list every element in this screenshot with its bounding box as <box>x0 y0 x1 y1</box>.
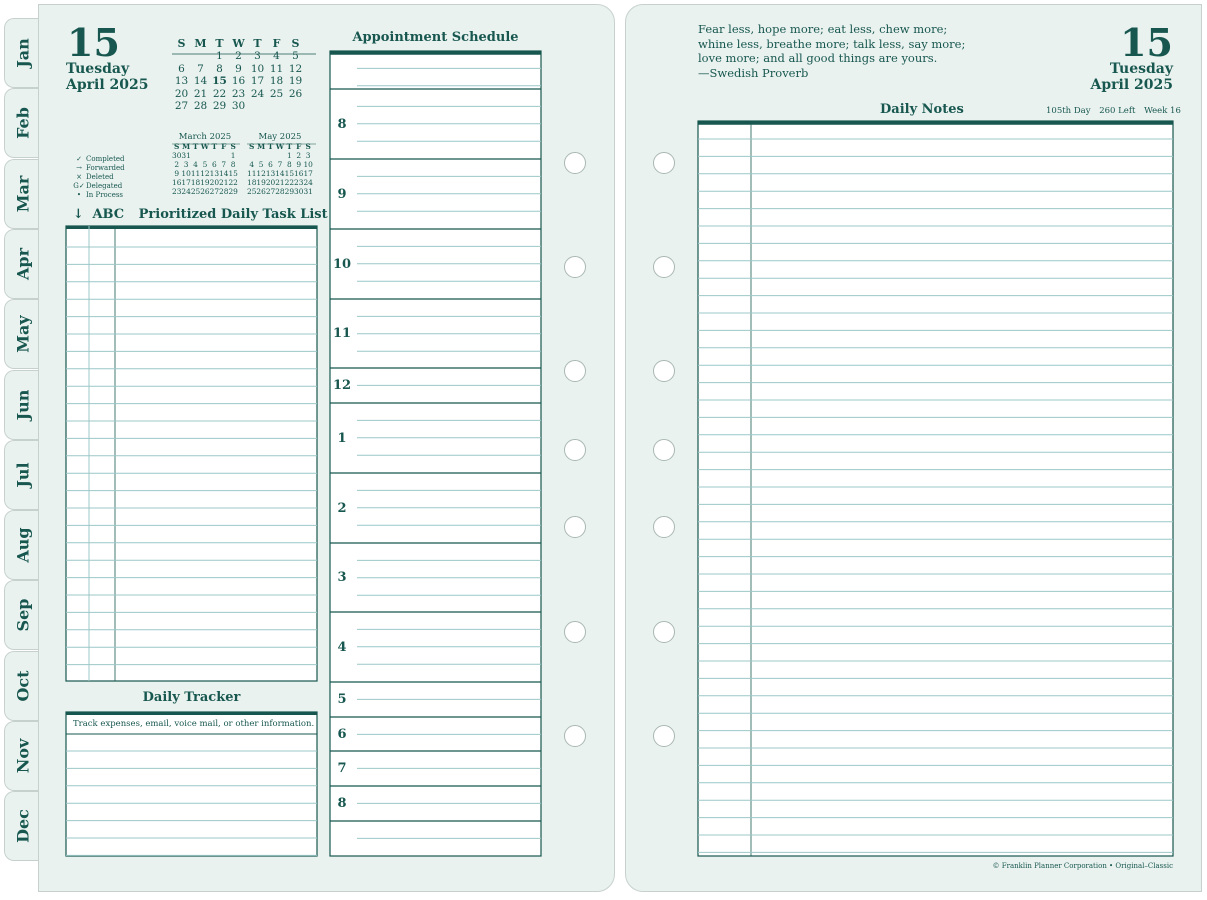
calendar-day[interactable]: 18 <box>269 75 284 88</box>
calendar-day[interactable]: 25 <box>247 187 257 196</box>
calendar-day[interactable]: 5 <box>258 160 264 169</box>
tab-label: Oct <box>13 670 32 702</box>
daily-tracker-hint: Track expenses, email, voice mail, or other information. <box>73 719 315 729</box>
hour-label: 8 <box>337 796 347 811</box>
weekday-header: S <box>177 37 186 50</box>
calendar-day[interactable]: 27 <box>174 100 189 113</box>
quote-line: Fear less, hope more; eat less, chew more; <box>698 22 948 36</box>
calendar-day[interactable]: 24 <box>250 87 265 100</box>
calendar-day[interactable]: 13 <box>174 75 189 88</box>
calendar-day[interactable]: 19 <box>288 75 303 88</box>
weekday-header: T <box>267 142 274 151</box>
abc-label: ABC <box>92 207 125 222</box>
weekday-header: T <box>192 142 199 151</box>
calendar-day[interactable]: 1 <box>216 50 223 63</box>
calendar-day[interactable]: 26 <box>288 87 303 100</box>
calendar-day[interactable]: 21 <box>275 178 285 187</box>
weekday-header: T <box>286 142 293 151</box>
calendar-day[interactable]: 11 <box>269 62 284 75</box>
calendar-day[interactable]: 13 <box>265 169 276 178</box>
ring-hole <box>653 439 675 461</box>
ring-hole <box>564 152 586 174</box>
calendar-day[interactable]: 10 <box>303 160 313 169</box>
weekday-header: S <box>305 142 311 151</box>
next-month-title: May 2025 <box>258 132 302 142</box>
calendar-day[interactable]: 28 <box>219 187 229 196</box>
calendar-day[interactable]: 23 <box>231 87 246 100</box>
calendar-day[interactable]: 17 <box>181 178 191 187</box>
calendar-day[interactable]: 1 <box>230 151 236 160</box>
weekday-header: W <box>275 142 285 151</box>
weekday-header: F <box>272 37 281 50</box>
legend-symbol-icon: ✓ <box>76 155 82 163</box>
calendar-day[interactable]: 30 <box>231 100 246 113</box>
calendar-day[interactable]: 15 <box>212 75 227 88</box>
calendar-day[interactable]: 16 <box>172 178 182 187</box>
calendar-day[interactable]: 8 <box>286 160 292 169</box>
hour-label: 2 <box>337 500 347 516</box>
tab-label: Dec <box>13 809 32 844</box>
days-left: 260 Left <box>1099 106 1136 116</box>
tab-label: Apr <box>13 247 32 280</box>
appointment-border <box>330 51 541 856</box>
calendar-day[interactable]: 28 <box>193 100 208 113</box>
ring-hole <box>653 360 675 382</box>
calendar-day[interactable]: 29 <box>284 187 295 196</box>
calendar-day[interactable]: 7 <box>197 62 204 75</box>
weekday-header: S <box>174 142 180 151</box>
weekday-header: T <box>211 142 218 151</box>
legend-symbol-icon: G✓ <box>73 182 85 190</box>
tab-label: Aug <box>13 527 32 563</box>
daily-notes-title: Daily Notes <box>880 102 964 117</box>
ring-hole <box>653 725 675 747</box>
calendar-day[interactable]: 4 <box>249 160 255 169</box>
quote-line: whine less, breathe more; talk less, say more; <box>698 36 966 51</box>
legend-label: In Process <box>86 191 124 199</box>
hour-label: 1 <box>337 430 347 446</box>
calendar-day[interactable]: 31 <box>303 187 313 196</box>
weekday-header: F <box>221 142 227 151</box>
calendar-day[interactable]: 26 <box>256 187 266 196</box>
calendar-day[interactable]: 15 <box>228 169 238 178</box>
calendar-day[interactable]: 18 <box>190 178 201 187</box>
calendar-day[interactable]: 2 <box>296 151 302 160</box>
weekday-header: T <box>215 37 224 50</box>
calendar-day[interactable]: 14 <box>219 169 229 178</box>
calendar-day[interactable]: 22 <box>284 178 295 187</box>
hour-label: 8 <box>337 116 347 132</box>
hour-label: 11 <box>332 326 352 341</box>
calendar-day[interactable]: 17 <box>250 75 265 88</box>
weekday-header: M <box>194 37 207 50</box>
legend-symbol-icon: → <box>76 164 82 172</box>
appointment-schedule-title: Appointment Schedule <box>352 30 519 45</box>
calendar-day[interactable]: 30 <box>172 151 182 160</box>
weekday: Tuesday <box>66 61 130 77</box>
ring-hole <box>564 439 586 461</box>
hour-label: 9 <box>337 186 347 202</box>
calendar-day[interactable]: 12 <box>200 169 210 178</box>
calendar-day[interactable]: 9 <box>174 169 180 178</box>
day-of-year: 105th Day <box>1046 106 1091 116</box>
ring-hole <box>653 621 675 643</box>
calendar-day[interactable]: 26 <box>200 187 210 196</box>
priority-arrow-icon: ↓ <box>73 207 84 222</box>
tab-label: Mar <box>13 175 32 212</box>
calendar-day[interactable]: 4 <box>193 160 198 169</box>
calendar-day[interactable]: 5 <box>202 160 208 169</box>
calendar-day[interactable]: 28 <box>275 187 285 196</box>
calendar-day[interactable]: 25 <box>190 187 201 196</box>
hour-label: 6 <box>337 726 347 742</box>
weekday-header: S <box>291 37 300 50</box>
weekday-header: W <box>232 37 245 50</box>
calendar-day[interactable]: 22 <box>228 178 238 187</box>
calendar-day[interactable]: 16 <box>294 169 304 178</box>
tab-label: Jan <box>13 38 32 68</box>
ring-hole <box>564 256 586 278</box>
calendar-day[interactable]: 8 <box>216 62 223 75</box>
calendar-day[interactable]: 30 <box>294 187 304 196</box>
calendar-day[interactable]: 22 <box>212 87 227 100</box>
daily-tracker-title: Daily Tracker <box>142 690 241 705</box>
calendar-day[interactable]: 6 <box>178 62 185 75</box>
tab-label: Feb <box>13 107 32 140</box>
calendar-day[interactable]: 25 <box>269 87 284 100</box>
legend-label: Completed <box>86 155 125 163</box>
calendar-day[interactable]: 12 <box>288 62 303 75</box>
ring-hole <box>564 516 586 538</box>
tab-label: May <box>13 315 32 353</box>
calendar-day[interactable]: 3 <box>183 160 189 169</box>
calendar-day[interactable]: 6 <box>268 160 273 169</box>
calendar-day[interactable]: 20 <box>265 178 276 187</box>
calendar-day[interactable]: 9 <box>235 62 242 75</box>
calendar-day[interactable]: 14 <box>275 169 285 178</box>
legend-symbol-icon: • <box>76 191 82 199</box>
ring-hole <box>564 621 586 643</box>
ring-hole <box>564 725 586 747</box>
calendar-day[interactable]: 7 <box>221 160 227 169</box>
week-number: Week 16 <box>1144 106 1181 116</box>
hour-label: 5 <box>337 692 347 707</box>
calendar-day[interactable]: 27 <box>209 187 220 196</box>
calendar-day[interactable]: 9 <box>296 160 302 169</box>
calendar-day[interactable]: 10 <box>181 169 191 178</box>
hour-label: 10 <box>332 256 352 272</box>
calendar-day[interactable]: 24 <box>303 178 313 187</box>
prev-month-title: March 2025 <box>178 132 232 142</box>
tab-label: Jul <box>13 462 32 488</box>
hour-label: 12 <box>332 378 352 393</box>
month-year: April 2025 <box>66 77 149 93</box>
calendar-day[interactable]: 27 <box>265 187 276 196</box>
calendar-day[interactable]: 11 <box>190 169 201 178</box>
quote-attribution: —Swedish Proverb <box>698 65 809 80</box>
calendar-day[interactable]: 3 <box>305 151 311 160</box>
hour-label: 4 <box>337 639 347 655</box>
calendar-day[interactable]: 17 <box>303 169 313 178</box>
calendar-day[interactable]: 23 <box>172 187 182 196</box>
legend-label: Deleted <box>86 173 114 181</box>
calendar-day[interactable]: 18 <box>247 178 257 187</box>
calendar-day[interactable]: 23 <box>294 178 304 187</box>
calendar-day[interactable]: 4 <box>273 50 280 63</box>
calendar-day[interactable]: 31 <box>181 151 191 160</box>
calendar-day[interactable]: 29 <box>228 187 238 196</box>
ring-hole <box>653 516 675 538</box>
weekday-header: M <box>257 142 266 151</box>
calendar-day[interactable]: 2 <box>235 50 242 63</box>
weekday-header: M <box>182 142 191 151</box>
task-list-title: Prioritized Daily Task List <box>138 207 328 222</box>
ring-hole <box>653 152 675 174</box>
calendar-day[interactable]: 7 <box>277 160 283 169</box>
right-month-year: April 2025 <box>1090 77 1173 93</box>
calendar-day[interactable]: 24 <box>181 187 191 196</box>
calendar-day[interactable]: 21 <box>219 178 229 187</box>
tab-label: Jun <box>13 389 32 420</box>
calendar-day[interactable]: 13 <box>209 169 220 178</box>
weekday-header: S <box>249 142 255 151</box>
legend-symbol-icon: × <box>76 173 82 181</box>
calendar-day[interactable]: 21 <box>193 87 208 100</box>
ring-hole <box>653 256 675 278</box>
weekday-header: F <box>296 142 302 151</box>
calendar-day[interactable]: 5 <box>292 50 299 63</box>
calendar-day[interactable]: 14 <box>193 75 208 88</box>
calendar-day[interactable]: 19 <box>256 178 266 187</box>
calendar-day[interactable]: 15 <box>284 169 295 178</box>
calendar-day[interactable]: 3 <box>254 50 261 63</box>
right-weekday: Tuesday <box>1109 61 1173 77</box>
calendar-day[interactable]: 12 <box>256 169 266 178</box>
calendar-day[interactable]: 20 <box>174 87 189 100</box>
calendar-day[interactable]: 19 <box>200 178 210 187</box>
right-day-number: 15 <box>1120 20 1173 65</box>
ring-hole <box>564 360 586 382</box>
calendar-day[interactable]: 29 <box>212 100 227 113</box>
weekday-header: W <box>200 142 210 151</box>
calendar-day[interactable]: 16 <box>231 75 246 88</box>
calendar-day[interactable]: 1 <box>286 151 292 160</box>
copyright-footer: © Franklin Planner Corporation • Original–Classic <box>992 862 1173 870</box>
calendar-day[interactable]: 6 <box>211 160 217 169</box>
calendar-day[interactable]: 2 <box>174 160 180 169</box>
day-number: 15 <box>67 20 120 65</box>
calendar-day[interactable]: 10 <box>250 62 265 75</box>
tab-label: Nov <box>13 738 32 774</box>
weekday-header: T <box>253 37 262 50</box>
calendar-day[interactable]: 11 <box>247 169 257 178</box>
hour-label: 7 <box>337 761 347 776</box>
tab-label: Sep <box>13 598 32 632</box>
calendar-day[interactable]: 8 <box>230 160 236 169</box>
daily-notes-border <box>698 121 1173 856</box>
weekday-header: S <box>230 142 236 151</box>
legend-label: Delegated <box>86 182 123 190</box>
quote-line: love more; and all good things are yours. <box>698 51 938 65</box>
hour-label: 3 <box>337 570 347 585</box>
calendar-day[interactable]: 20 <box>209 178 220 187</box>
legend-label: Forwarded <box>86 164 125 172</box>
